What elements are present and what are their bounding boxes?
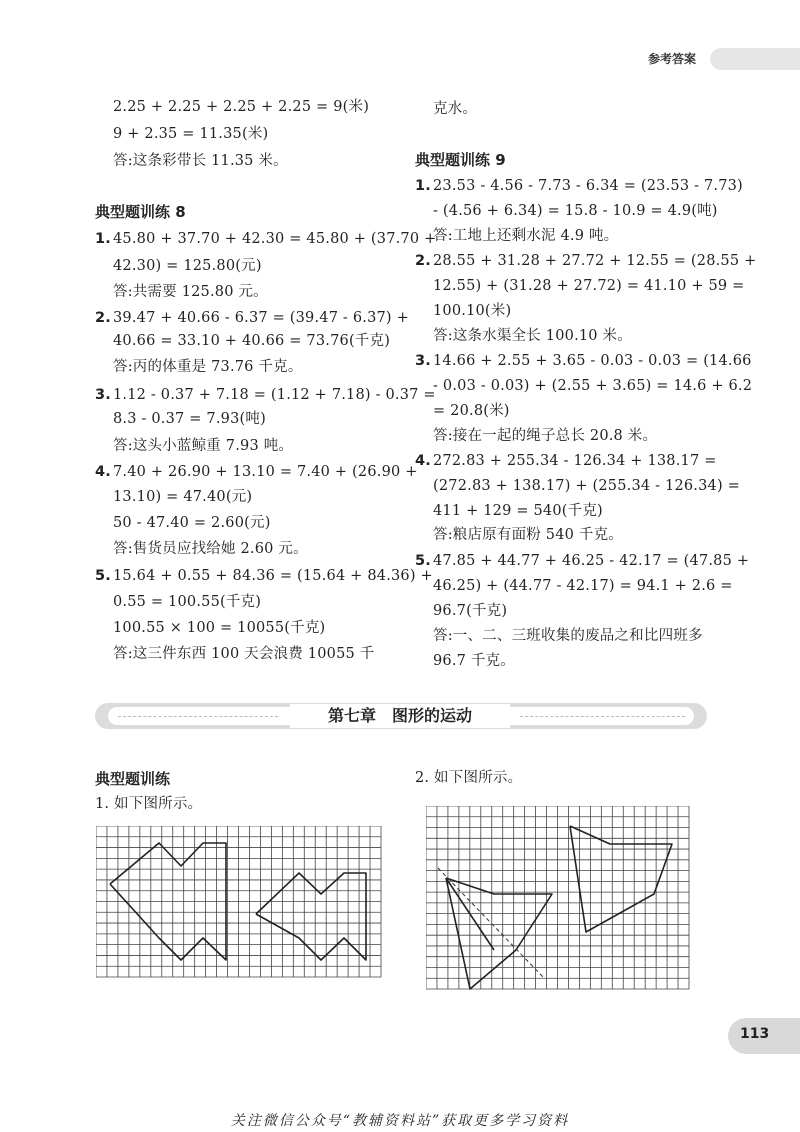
text-line: 15.64 + 0.55 + 84.36 = (15.64 + 84.36) + [113, 568, 433, 584]
item-number: 2. [415, 253, 431, 269]
footer-note: 关注微信公众号“教辅资料站”获取更多学习资料 [230, 1113, 570, 1129]
text-line: - (4.56 + 6.34) = 15.8 - 10.9 = 4.9(吨) [433, 203, 718, 219]
item-number: 3. [95, 387, 111, 403]
header-band [710, 48, 800, 70]
shape-right-fish [256, 873, 366, 960]
text-line: 答:这条水渠全长 100.10 米。 [433, 328, 632, 344]
text-line: 0.55 = 100.55(千克) [113, 594, 262, 610]
shape-flag-left [446, 878, 552, 989]
item-number: 1. [415, 178, 431, 194]
text-line: 13.10) = 47.40(元) [113, 489, 253, 505]
text-line: 28.55 + 31.28 + 27.72 + 12.55 = (28.55 + [433, 253, 757, 269]
grid-figure-2 [426, 806, 690, 990]
text-line: 23.53 - 4.56 - 7.73 - 6.34 = (23.53 - 7.73) [433, 178, 743, 194]
text-line: 42.30) = 125.80(元) [113, 258, 262, 274]
item-number: 5. [95, 568, 111, 584]
text-line: 47.85 + 44.77 + 46.25 - 42.17 = (47.85 + [433, 553, 750, 569]
text-line: - 0.03 - 0.03) + (2.55 + 3.65) = 14.6 + 6.2 [433, 378, 753, 394]
text-line: 7.40 + 26.90 + 13.10 = 7.40 + (26.90 + [113, 464, 418, 480]
text-line: 12.55) + (31.28 + 27.72) = 41.10 + 59 = [433, 278, 745, 294]
chapter-title: 第七章 图形的运动 [290, 704, 510, 728]
question-text: 1. 如下图所示。 [95, 796, 203, 812]
text-line: 1.12 - 0.37 + 7.18 = (1.12 + 7.18) - 0.37 = [113, 387, 436, 403]
item-number: 3. [415, 353, 431, 369]
item-number: 4. [415, 453, 431, 469]
text-line: 100.55 × 100 = 10055(千克) [113, 620, 326, 636]
banner-dash-left [118, 716, 278, 717]
text-line: 96.7(千克) [433, 603, 508, 619]
section-heading: 典型题训练 8 [95, 203, 186, 221]
text-line: 39.47 + 40.66 - 6.37 = (39.47 - 6.37) + [113, 310, 409, 326]
text-line: 答:售货员应找给她 2.60 元。 [113, 541, 308, 557]
item-number: 4. [95, 464, 111, 480]
section-heading: 典型题训练 [95, 770, 171, 788]
section-heading: 典型题训练 9 [415, 151, 506, 169]
text-line: 9 + 2.35 = 11.35(米) [113, 126, 269, 142]
item-number: 5. [415, 553, 431, 569]
text-line: 8.3 - 0.37 = 7.93(吨) [113, 411, 266, 427]
text-line: 45.80 + 37.70 + 42.30 = 45.80 + (37.70 + [113, 231, 437, 247]
text-line: 411 + 129 = 540(千克) [433, 503, 603, 519]
text-line: 272.83 + 255.34 - 126.34 + 138.17 = [433, 453, 717, 469]
text-line: 96.7 千克。 [433, 653, 515, 669]
text-line: 46.25) + (44.77 - 42.17) = 94.1 + 2.6 = [433, 578, 733, 594]
page-number: 113 [740, 1026, 770, 1042]
item-number: 1. [95, 231, 111, 247]
header-title: 参考答案 [648, 52, 697, 66]
grid-figure-1 [96, 826, 382, 978]
text-line: = 20.8(米) [433, 403, 510, 419]
shape-flag-upper [570, 826, 672, 932]
text-line: 答:一、二、三班收集的废品之和比四班多 [433, 628, 703, 644]
text-line: 答:这头小蓝鲸重 7.93 吨。 [113, 438, 294, 454]
text-line: 40.66 = 33.10 + 40.66 = 73.76(千克) [113, 333, 391, 349]
text-line: 100.10(米) [433, 303, 512, 319]
text-line: 答:丙的体重是 73.76 千克。 [113, 359, 303, 375]
text-line: 50 - 47.40 = 2.60(元) [113, 515, 271, 531]
text-line: 答:粮店原有面粉 540 千克。 [433, 527, 623, 543]
banner-dash-right [520, 716, 685, 717]
text-line: 答:这条彩带长 11.35 米。 [113, 153, 288, 169]
text-line: 答:工地上还剩水泥 4.9 吨。 [433, 228, 619, 244]
text-line: 答:接在一起的绳子总长 20.8 米。 [433, 428, 658, 444]
text-line: 克水。 [433, 101, 478, 117]
text-line: 答:这三件东西 100 天会浪费 10055 千 [113, 646, 375, 662]
text-line: 14.66 + 2.55 + 3.65 - 0.03 - 0.03 = (14.66 [433, 353, 752, 369]
item-number: 2. [95, 310, 111, 326]
text-line: 2.25 + 2.25 + 2.25 + 2.25 = 9(米) [113, 99, 370, 115]
symmetry-axis [438, 868, 544, 978]
text-line: (272.83 + 138.17) + (255.34 - 126.34) = [433, 478, 740, 494]
text-line: 答:共需要 125.80 元。 [113, 284, 268, 300]
question-text: 2. 如下图所示。 [415, 770, 523, 786]
